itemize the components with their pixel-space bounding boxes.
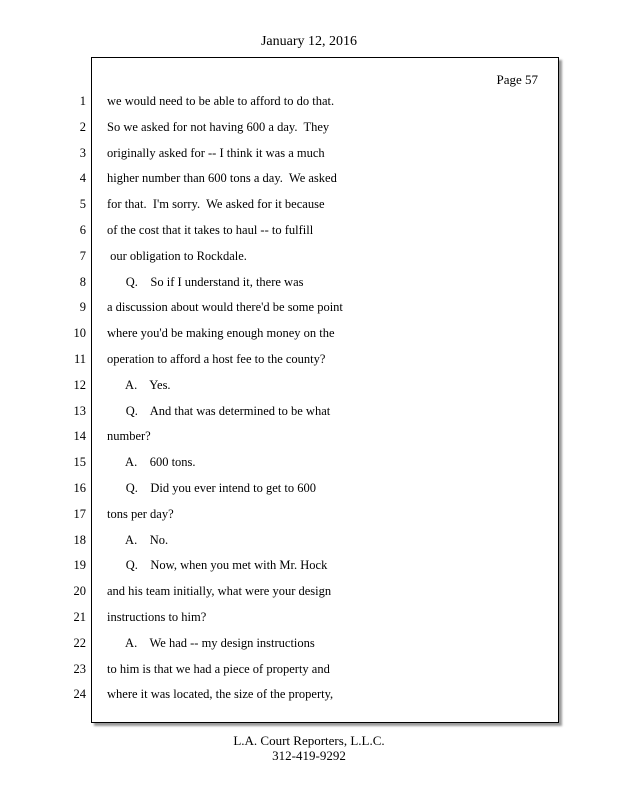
footer-reporter: L.A. Court Reporters, L.L.C.: [233, 733, 385, 748]
line-number: 8: [79, 275, 86, 289]
line-number: 20: [73, 584, 86, 598]
line-number: 17: [73, 507, 86, 521]
line-number: 12: [73, 378, 86, 392]
page-number: Page 57: [496, 72, 538, 87]
line-text: number?: [107, 429, 151, 443]
line-text: higher number than 600 tons a day. We asked: [107, 171, 337, 185]
line-text: our obligation to Rockdale.: [107, 249, 247, 263]
line-number: 23: [73, 662, 86, 676]
line-number: 3: [79, 146, 86, 160]
line-number: 16: [73, 481, 86, 495]
line-text: originally asked for -- I think it was a much: [107, 146, 325, 160]
line-number: 10: [73, 326, 86, 340]
line-text: where you'd be making enough money on the: [107, 326, 335, 340]
line-text: of the cost that it takes to haul -- to fulfill: [107, 223, 314, 237]
line-text: A. Yes.: [107, 378, 171, 392]
line-text: Q. And that was determined to be what: [107, 404, 331, 418]
line-text: A. We had -- my design instructions: [107, 636, 315, 650]
line-text: Q. Did you ever intend to get to 600: [107, 481, 316, 495]
line-text: to him is that we had a piece of property and: [107, 662, 330, 676]
line-text: A. No.: [107, 533, 169, 547]
line-text: So we asked for not having 600 a day. They: [107, 120, 330, 134]
line-number: 11: [73, 352, 86, 366]
line-number: 4: [79, 171, 86, 185]
line-number: 15: [73, 455, 86, 469]
line-text: instructions to him?: [107, 610, 207, 624]
line-text: Q. So if I understand it, there was: [107, 275, 304, 289]
line-number: 5: [79, 197, 86, 211]
line-number: 6: [79, 223, 86, 237]
line-text: Q. Now, when you met with Mr. Hock: [107, 558, 328, 572]
line-text: operation to afford a host fee to the county?: [107, 352, 326, 366]
line-text: where it was located, the size of the property,: [107, 687, 334, 701]
line-number: 22: [73, 636, 86, 650]
line-text: and his team initially, what were your design: [107, 584, 332, 598]
line-number: 7: [79, 249, 86, 263]
footer-phone: 312-419-9292: [272, 748, 346, 763]
line-text: a discussion about would there'd be some point: [107, 300, 343, 314]
line-number: 21: [73, 610, 86, 624]
line-number: 24: [73, 687, 86, 701]
line-text: A. 600 tons.: [107, 455, 196, 469]
line-number: 14: [73, 429, 86, 443]
line-number: 2: [79, 120, 86, 134]
line-number: 1: [79, 94, 86, 108]
line-number: 13: [73, 404, 86, 418]
line-text: we would need to be able to afford to do that.: [107, 94, 335, 108]
line-number: 19: [73, 558, 86, 572]
line-number: 9: [79, 300, 86, 314]
line-number: 18: [73, 533, 86, 547]
line-text: for that. I'm sorry. We asked for it because: [107, 197, 325, 211]
header-date: January 12, 2016: [260, 34, 358, 49]
line-text: tons per day?: [107, 507, 174, 521]
